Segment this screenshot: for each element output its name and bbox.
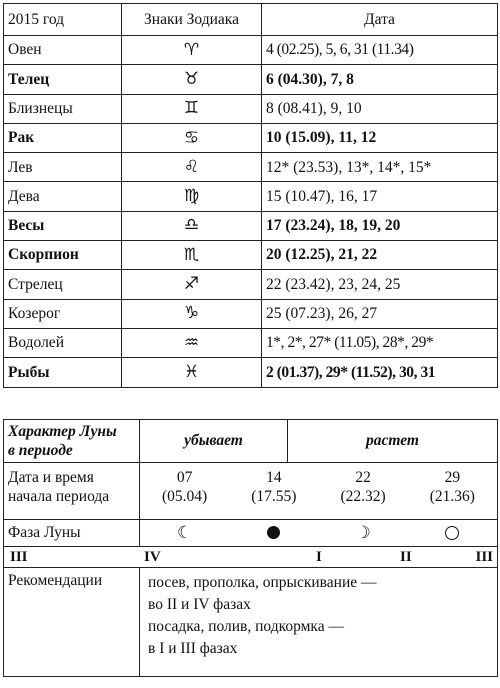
sign-dates: 12* (23.53), 13*, 14*, 15* <box>262 153 498 182</box>
zodiac-sign-icon: ♏ <box>122 241 262 270</box>
zodiac-sign-icon: ♋ <box>122 123 262 152</box>
sign-dates: 2 (01.37), 29* (11.52), 30, 31 <box>262 358 498 387</box>
sign-name: Стрелец <box>4 270 122 299</box>
header-signs: Знаки Зодиака <box>122 4 262 36</box>
sign-name: Близнецы <box>4 94 122 123</box>
sign-name: Козерог <box>4 299 122 328</box>
period-datetime-row <box>4 463 498 520</box>
phase-numeral: IV <box>144 549 161 565</box>
recommendation-line: во II и IV фазах <box>148 596 251 613</box>
sign-dates: 6 (04.30), 7, 8 <box>262 65 498 94</box>
zodiac-row <box>4 358 498 387</box>
waxing-label: растет <box>288 420 498 463</box>
zodiac-sign-icon: ♎ <box>122 211 262 240</box>
recommendations-row <box>4 568 498 677</box>
full-moon-icon <box>267 526 280 539</box>
period-2: 14 (17.55) <box>251 469 297 505</box>
zodiac-sign-icon: ♐ <box>122 270 262 299</box>
phase-numeral: III <box>475 549 493 565</box>
sign-name: Рыбы <box>4 358 122 387</box>
zodiac-sign-icon: ♈ <box>122 36 262 65</box>
sign-dates: 15 (10.47), 16, 17 <box>262 182 498 211</box>
zodiac-row <box>4 241 498 270</box>
sign-dates: 10 (15.09), 11, 12 <box>262 123 498 152</box>
zodiac-row <box>4 94 498 123</box>
recommendation-line: посев, прополка, опрыскивание — <box>148 574 377 591</box>
moon-table <box>3 419 498 677</box>
sign-name: Рак <box>4 123 122 152</box>
sign-dates: 25 (07.23), 26, 27 <box>262 299 498 328</box>
zodiac-row <box>4 211 498 240</box>
recommendations-label: Рекомендации <box>4 568 140 677</box>
zodiac-sign-icon: ♍ <box>122 182 262 211</box>
period-datetime-label: Дата и время начала периода <box>4 463 140 520</box>
header-year: 2015 год <box>4 4 122 36</box>
sign-name: Лев <box>4 153 122 182</box>
new-moon-icon <box>445 526 459 540</box>
period-3: 22 (22.32) <box>340 469 386 505</box>
phase-numeral: III <box>10 549 28 565</box>
sign-dates: 20 (12.25), 21, 22 <box>262 241 498 270</box>
zodiac-sign-icon: ♌ <box>122 153 262 182</box>
zodiac-sign-icon: ♉ <box>122 65 262 94</box>
phase-numeral: II <box>400 549 412 565</box>
zodiac-row <box>4 36 498 65</box>
sign-name: Дева <box>4 182 122 211</box>
zodiac-row <box>4 123 498 152</box>
period-dates <box>140 463 498 520</box>
moon-character-label: Характер Луны в периоде <box>4 420 140 463</box>
last-quarter-moon-icon: ☾ <box>177 522 193 543</box>
zodiac-sign-icon: ♊ <box>122 94 262 123</box>
header-date: Дата <box>262 4 498 36</box>
moon-phase-row <box>4 520 498 547</box>
zodiac-row <box>4 299 498 328</box>
zodiac-row <box>4 65 498 94</box>
zodiac-row <box>4 182 498 211</box>
moon-character-row <box>4 420 498 463</box>
sign-name: Овен <box>4 36 122 65</box>
sign-dates: 22 (23.42), 23, 24, 25 <box>262 270 498 299</box>
zodiac-row <box>4 153 498 182</box>
zodiac-sign-icon: ♑ <box>122 299 262 328</box>
period-1: 07 (05.04) <box>162 469 208 505</box>
period-4: 29 (21.36) <box>429 469 475 505</box>
sign-dates: 17 (23.24), 18, 19, 20 <box>262 211 498 240</box>
sign-name: Телец <box>4 65 122 94</box>
zodiac-sign-icon: ♒ <box>122 328 262 357</box>
recommendation-line: посадка, полив, подкормка — <box>148 618 344 635</box>
zodiac-table <box>3 3 498 388</box>
sign-name: Скорпион <box>4 241 122 270</box>
sign-name: Весы <box>4 211 122 240</box>
phase-numeral: I <box>316 549 322 565</box>
zodiac-header-row <box>4 4 498 36</box>
waning-label: убывает <box>140 420 288 463</box>
recommendation-line: в I и III фазах <box>148 640 238 657</box>
sign-dates: 1*, 2*, 27* (11.05), 28*, 29* <box>262 328 498 357</box>
first-quarter-moon-icon: ☽ <box>355 522 371 543</box>
zodiac-row <box>4 270 498 299</box>
moon-phase-label: Фаза Луны <box>4 520 140 547</box>
sign-dates: 8 (08.41), 9, 10 <box>262 94 498 123</box>
sign-name: Водолей <box>4 328 122 357</box>
phase-numerals-row <box>4 547 498 568</box>
zodiac-sign-icon: ♓ <box>122 358 262 387</box>
zodiac-row <box>4 328 498 357</box>
sign-dates: 4 (02.25), 5, 6, 31 (11.34) <box>262 36 498 65</box>
